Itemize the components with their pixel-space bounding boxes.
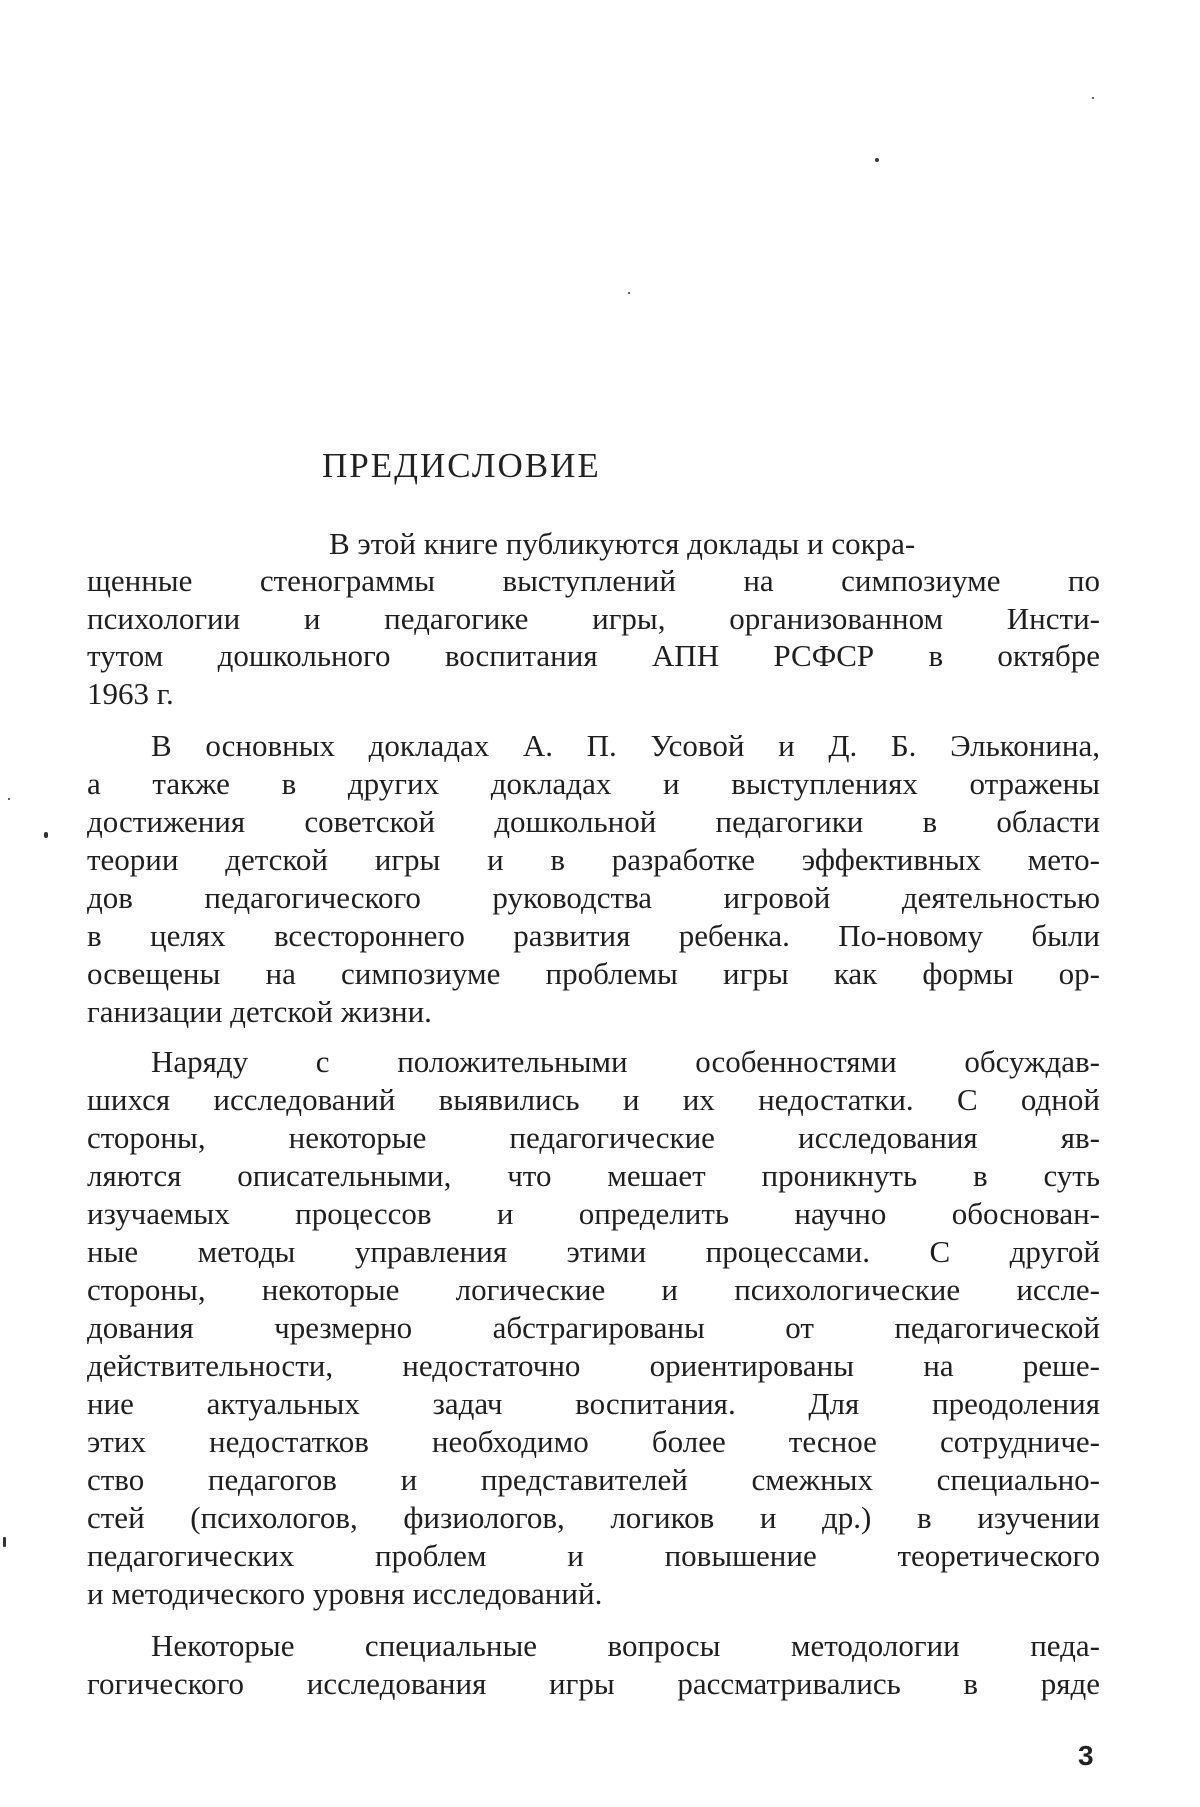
text-line: В основных докладах А. П. Усовой и Д. Б. Эльконина, [151, 728, 1100, 763]
scan-speck [44, 832, 48, 838]
text-line: Наряду с положительными особенностями обсуждав- [151, 1044, 1100, 1079]
page-title: ПРЕДИСЛОВИЕ [322, 446, 601, 485]
text-line: ганизации детской жизни. [87, 994, 432, 1029]
text-line: теории детской игры и в разработке эффективных мето- [87, 842, 1100, 877]
text-line: изучаемых процессов и определить научно обоснован- [87, 1196, 1100, 1231]
text-line: педагогических проблем и повышение теоретического [87, 1538, 1100, 1573]
text-line: действительности, недостаточно ориентированы на реше- [87, 1348, 1100, 1383]
text-line: стороны, некоторые педагогические исследования яв- [87, 1120, 1100, 1155]
text-line: гогического исследования игры рассматривались в ряде [87, 1666, 1100, 1701]
text-line: стороны, некоторые логические и психологические иссле- [87, 1272, 1100, 1307]
scan-speck [875, 158, 879, 162]
text-line: психологии и педагогике игры, организованном Инсти- [87, 601, 1100, 636]
page-number: 3 [1078, 1740, 1094, 1771]
text-line: 1963 г. [87, 676, 174, 711]
text-line: освещены на симпозиуме проблемы игры как формы ор- [87, 956, 1100, 991]
text-line: ляются описательными, что мешает проникнуть в суть [87, 1158, 1100, 1193]
scan-speck [628, 292, 630, 294]
scan-speck [8, 798, 10, 800]
text-line: тутом дошкольного воспитания АПН РСФСР в октябре [87, 638, 1100, 673]
text-line: в целях всестороннего развития ребенка. По-новому были [87, 918, 1100, 953]
text-line: ство педагогов и представителей смежных специально- [87, 1462, 1100, 1497]
text-line: В этой книге публикуются доклады и сокра- [329, 526, 916, 561]
text-line: достижения советской дошкольной педагогики в области [87, 804, 1100, 839]
text-line: а также в других докладах и выступлениях отражены [87, 766, 1100, 801]
text-line: щенные стенограммы выступлений на симпозиуме по [87, 563, 1100, 598]
text-line: Некоторые специальные вопросы методологии педа- [151, 1628, 1100, 1663]
scan-speck [3, 1537, 6, 1547]
text-line: дов педагогического руководства игровой деятельностью [87, 880, 1100, 915]
text-line: и методического уровня исследований. [87, 1576, 603, 1611]
text-line: дования чрезмерно абстрагированы от педагогической [87, 1310, 1100, 1345]
scan-speck [1092, 97, 1094, 99]
text-line: стей (психологов, физиологов, логиков и др.) в изучении [87, 1500, 1100, 1535]
text-line: ние актуальных задач воспитания. Для преодоления [87, 1386, 1100, 1421]
text-line: шихся исследований выявились и их недостатки. С одной [87, 1082, 1100, 1117]
text-line: ные методы управления этими процессами. С другой [87, 1234, 1100, 1269]
text-line: этих недостатков необходимо более тесное сотрудниче- [87, 1424, 1100, 1459]
